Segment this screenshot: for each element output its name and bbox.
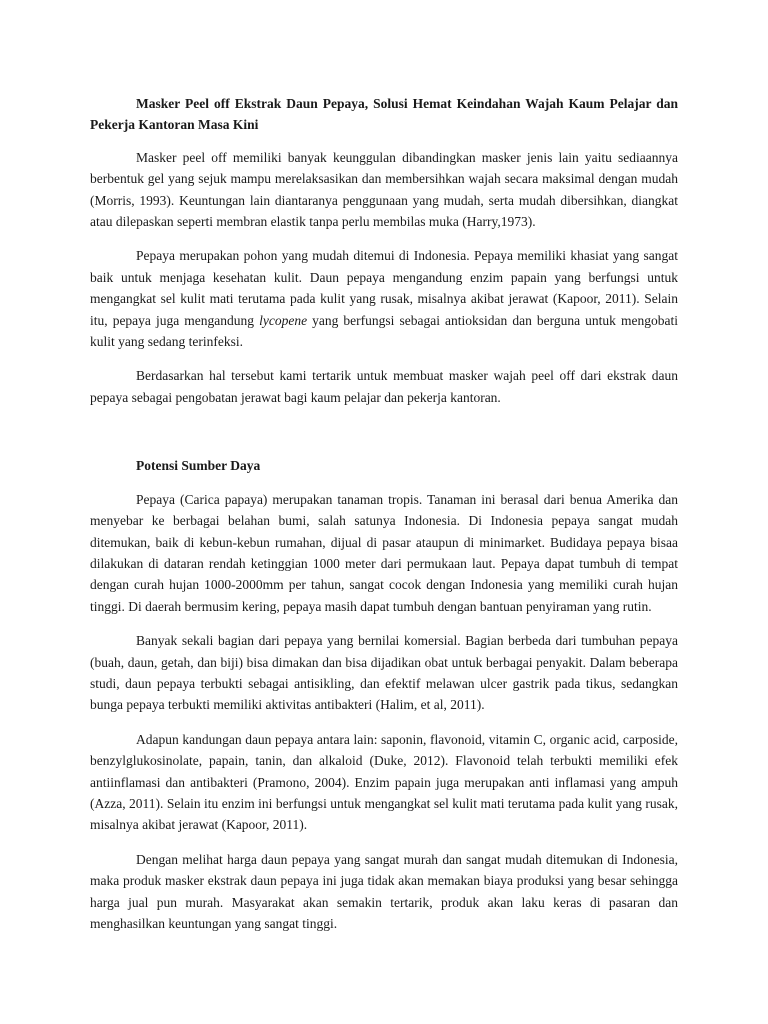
intro-paragraph-3: Berdasarkan hal tersebut kami tertarik untuk membuat masker wajah peel off dari ekstrak daun pepaya sebagai pengobatan jerawat bagi kaum pelajar dan pekerja kantoran. xyxy=(90,368,678,405)
intro-paragraph-2-text-a: Pepaya merupakan pohon yang mudah ditemui di Indonesia. Pepaya memiliki khasiat yang sangat baik untuk menjaga kesehatan kulit. Daun pepaya mengandung enzim papain yang berfungsi untuk mengangkat sel kulit mati terutama pada kulit yang rusak, misalnya akibat jerawat (Kapoor, 2011). Selain itu, pepaya juga mengandung xyxy=(90,248,678,328)
intro-paragraph-1: Masker peel off memiliki banyak keunggulan dibandingkan masker jenis lain yaitu sediaannya berbentuk gel yang sejuk mampu merelaksasikan dan membersihkan wajah secara maksimal dengan mudah (Morris, 1993). Keuntungan lain diantaranya penggunaan yang mudah, serta mudah dibersihkan, diangkat atau dilepaskan seperti membran elastik tanpa perlu membilas muka (Harry,1973). xyxy=(90,149,678,230)
section-paragraph-1: Pepaya (Carica papaya) merupakan tanaman tropis. Tanaman ini berasal dari benua Amerika dan menyebar ke berbagai belahan bumi, salah satunya Indonesia. Di Indonesia pepaya sangat mudah ditemukan, baik di kebun-kebun rumahan, dijual di pasar ataupun di minimarket. Budidaya pepaya bisaa dilakukan di dataran rendah ketinggian 1000 meter dari permukaan laut. Pepaya dapat tumbuh di tempat dengan curah hujan 1000-2000mm per tahun, sangat cocok dengan Indonesia yang memiliki curah hujan tinggi. Di daerah bermusim kering, pepaya masih dapat tumbuh dengan bantuan penyiraman yang rutin. xyxy=(90,491,678,614)
lycopene-term: lycopene xyxy=(259,312,308,328)
section-paragraph-4: Dengan melihat harga daun pepaya yang sangat murah dan sangat mudah ditemukan di Indonesia, maka produk masker ekstrak daun pepaya ini juga tidak akan memakan biaya produksi yang besar sehingga harga jual pun murah. Masyarakat akan semakin tertarik, produk akan laku keras di pasaran dan menghasilkan keuntungan yang sangat tinggi. xyxy=(90,851,678,931)
document-title: Masker Peel off Ekstrak Daun Pepaya, Solusi Hemat Keindahan Wajah Kaum Pelajar dan Pekerja Kantoran Masa Kini xyxy=(90,96,678,133)
section-heading: Potensi Sumber Daya xyxy=(136,458,261,474)
section-paragraph-3: Adapun kandungan daun pepaya antara lain: saponin, flavonoid, vitamin C, organic acid, carposide, benzylglukosinolate, papain, tanin, dan alkaloid (Duke, 2012). Flavonoid telah terbukti memiliki efek antiinflamasi dan antibakteri (Pramono, 2004). Enzim papain juga merupakan anti inflamasi yang ampuh (Azza, 2011). Selain itu enzim ini berfungsi untuk mengangkat sel kulit mati terutama pada kulit yang rusak, misalnya akibat jerawat (Kapoor, 2011). xyxy=(90,731,678,833)
intro-paragraph-2 xyxy=(90,245,678,352)
section-paragraph-2: Banyak sekali bagian dari pepaya yang bernilai komersial. Bagian berbeda dari tumbuhan pepaya (buah, daun, getah, dan biji) bisa dimakan dan bisa dijadikan obat untuk berbagai penyakit. Dalam beberapa studi, daun pepaya terbukti sebagai antisikling, dan efektif melawan ulcer gastrik pada tikus, sedangkan bunga pepaya terbukti memiliki aktivitas antibakteri (Halim, et al, 2011). xyxy=(90,633,678,713)
intro-paragraph-2-text-b: yang berfungsi sebagai antioksidan dan berguna untuk mengobati kulit yang sedang terinfeksi. xyxy=(90,312,678,350)
